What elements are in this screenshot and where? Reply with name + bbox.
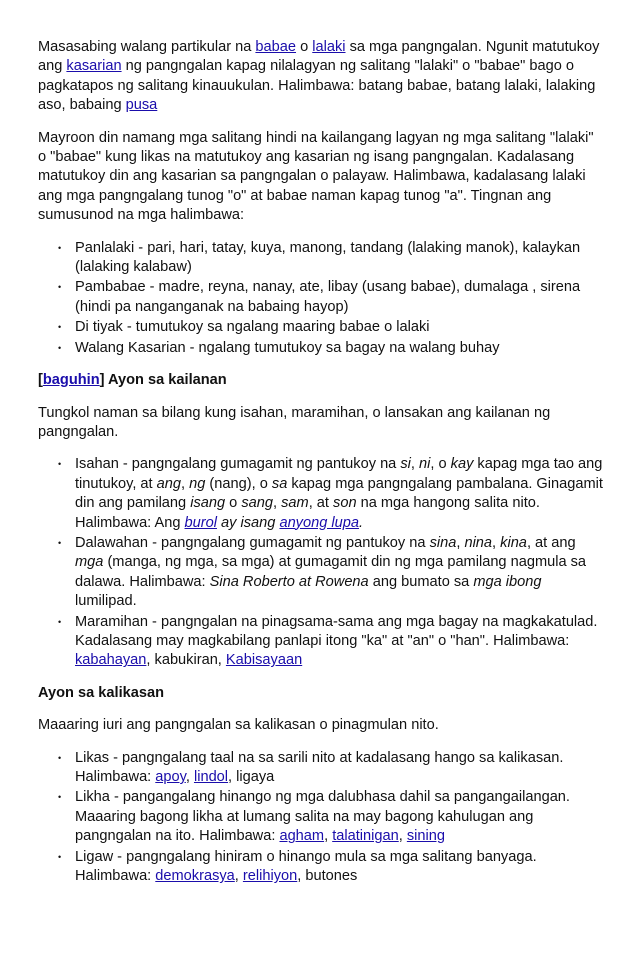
italic-text: anyong lupa <box>279 514 359 531</box>
section-heading-kailanan <box>38 371 604 390</box>
italic-text: mga <box>75 554 104 571</box>
bracket: [ <box>38 372 43 389</box>
heading-title: Ayon sa kailanan <box>108 372 227 389</box>
text: , <box>324 828 333 845</box>
italic-text: son <box>333 495 357 512</box>
list-item-likas <box>58 749 604 788</box>
italic-text: ay isang <box>221 514 276 531</box>
paragraph-kasarian-intro <box>38 38 604 116</box>
text: , <box>410 456 420 473</box>
bullet-icon: • <box>58 537 62 548</box>
link-demokrasya[interactable]: demokrasya <box>155 868 235 885</box>
link-pusa[interactable]: pusa <box>125 97 158 114</box>
bullet-icon: • <box>58 616 62 627</box>
text: (manga, ng mga, sa mga) at gumagamit din ng mga pamilang nagmula sa dalawa. Halimbawa: <box>75 554 587 590</box>
italic-text: ni <box>419 456 431 473</box>
text: , o <box>430 456 451 473</box>
list-item-text: Panlalaki - pari, hari, tatay, kuya, manong, tandang (lalaking manok), kalaykan (lalaking kalabaw) <box>75 239 581 276</box>
text: o <box>296 39 313 55</box>
italic-text: isang <box>190 495 226 512</box>
text: ng pangngalan kapag nilalagyan ng salitang "lalaki" o "babae" bago o pagkatapos ng salitang kinauukulan. Halimbawa: batang babae, batang lalaki, lalaking aso, babaing <box>38 58 596 114</box>
italic-text: sang <box>241 495 273 512</box>
text: , kabukiran, <box>146 652 226 669</box>
bullet-icon: • <box>58 242 62 253</box>
document-body <box>38 38 604 899</box>
text: Isahan - pangngalang gumagamit ng pantukoy na <box>75 456 401 473</box>
text: kapag mga tao ang tinutukoy, at <box>75 456 603 492</box>
list-item-isahan <box>58 455 604 533</box>
list-kasarian <box>38 239 604 358</box>
link-kasarian[interactable]: kasarian <box>66 58 122 75</box>
link-anyong-lupa[interactable] <box>279 515 359 531</box>
bullet-icon: • <box>58 792 62 803</box>
italic-text: sam <box>281 495 309 512</box>
list-item <box>58 278 604 317</box>
list-item <box>58 339 604 358</box>
link-kabisayaan[interactable]: Kabisayaan <box>225 652 303 669</box>
link-kabahayan[interactable]: kabahayan <box>75 652 147 669</box>
list-item-text: Walang Kasarian - ngalang tumutukoy sa bagay na walang buhay <box>75 339 500 356</box>
paragraph-kalikasan-intro: Maaaring iuri ang pangngalan sa kalikasan o pinagmulan nito. <box>38 717 439 734</box>
bullet-icon: • <box>58 342 62 353</box>
italic-text: mga ibong <box>473 573 542 590</box>
text: Likas - pangngalang taal na sa sarili nito at kadalasang hango sa kalikasan. Halimbawa: <box>75 749 564 785</box>
text: Dalawahan - pangngalang gumagamit ng pantukoy na <box>75 534 430 551</box>
text: , at <box>308 495 334 512</box>
text: , butones <box>297 868 358 885</box>
italic-text: si <box>400 456 411 473</box>
link-sining[interactable]: sining <box>406 828 445 845</box>
italic-text: Sina Roberto at Rowena <box>209 573 369 590</box>
list-item <box>58 239 604 278</box>
italic-text: sa <box>271 475 288 492</box>
italic-text: ang <box>156 475 182 492</box>
italic-text: sina <box>429 534 457 551</box>
link-babae[interactable]: babae <box>255 39 297 55</box>
bullet-icon: • <box>58 752 62 763</box>
paragraph-likas-kasarian: Mayroon din namang mga salitang hindi na kailangang lagyan ng mga salitang "lalaki" o "babae" kung likas na matutukoy ang kasarian ng isang pangngalan. Kadalasang matutukoy din ang kasarian sa pangngalan o palayaw. Halimbawa, kadalasang lalaki ang mga pangngalang tunog "o" at babae naman kapag tunog "a". Tingnan ang sumusunod na mga halimbawa: <box>38 129 594 224</box>
text: , at ang <box>526 534 576 551</box>
text: , <box>492 534 501 551</box>
bullet-icon: • <box>58 851 62 862</box>
text: (nang), o <box>205 475 272 492</box>
section-heading-kalikasan: Ayon sa kalikasan <box>38 684 165 701</box>
list-item-dalawahan <box>58 534 604 612</box>
italic-text: nina <box>464 534 493 551</box>
list-kailanan <box>38 455 604 670</box>
list-item-maramihan <box>58 613 604 671</box>
text: Maramihan - pangngalan na pinagsama-sama ang mga bagay na magkakatulad. Kadalasang may magkabilang panlapi itong "ka" at "an" o "han". Halimbawa: <box>75 613 598 649</box>
bracket: ] <box>99 372 108 389</box>
link-lindol[interactable]: lindol <box>193 769 229 785</box>
link-talatinigan[interactable]: talatinigan <box>332 828 399 845</box>
link-agham[interactable]: agham <box>279 828 325 845</box>
list-kalikasan <box>38 749 604 887</box>
bullet-icon: • <box>58 322 62 333</box>
text: , <box>273 495 282 512</box>
edit-link-baguhin[interactable]: baguhin <box>42 372 100 389</box>
text: sa mga pangngalan. Ngunit matutukoy ang <box>38 39 600 75</box>
italic-text: burol <box>184 514 217 531</box>
paragraph-kailanan-intro: Tungkol naman sa bilang kung isahan, maramihan, o lansakan ang kailanan ng pangngalan. <box>38 404 551 440</box>
list-item-text: Pambabae - madre, reyna, nanay, ate, libay (usang babae), dumalaga , sirena (hindi pa nanganganak na babaing hayop) <box>75 279 581 315</box>
bullet-icon: • <box>58 282 62 293</box>
italic-text: kina <box>500 534 527 551</box>
link-burol[interactable] <box>185 515 217 531</box>
bullet-icon: • <box>58 459 62 470</box>
text: na mga hangong salita nito. Halimbawa: Ang <box>75 495 540 531</box>
link-relihiyon[interactable]: relihiyon <box>242 868 298 885</box>
link-apoy[interactable]: apoy <box>155 769 186 785</box>
text: Ligaw - pangngalang hiniram o hinango mula sa mga salitang banyaga. Halimbawa: <box>75 848 537 885</box>
list-item-likha <box>58 788 604 846</box>
text: , <box>185 769 194 785</box>
list-item-ligaw <box>58 848 604 887</box>
text: ang bumato sa <box>368 573 474 590</box>
text: Masasabing walang partikular na <box>38 39 256 55</box>
text: o <box>225 495 242 512</box>
text: , <box>398 828 407 845</box>
text: , <box>234 868 243 885</box>
italic-text: . <box>358 514 364 531</box>
text: , <box>181 475 190 492</box>
list-item <box>58 318 604 337</box>
text: Likha - pangangalang hinango ng mga dalubhasa dahil sa pangangailangan. Maaaring bagong likha at lumang salita na may bagong kahulugan ang pangngalan na ito. Halimbawa: <box>75 789 570 845</box>
italic-text: kay <box>450 456 474 473</box>
text: , ligaya <box>228 769 275 785</box>
text: , <box>456 534 465 551</box>
text: lumilipad. <box>75 593 137 610</box>
list-item-text: Di tiyak - tumutukoy sa ngalang maaring babae o lalaki <box>75 319 430 336</box>
link-lalaki[interactable]: lalaki <box>312 39 346 55</box>
text: kapag mga pangngalang pambalana. Ginagamit din ang pamilang <box>75 475 603 512</box>
italic-text: ng <box>189 475 206 492</box>
